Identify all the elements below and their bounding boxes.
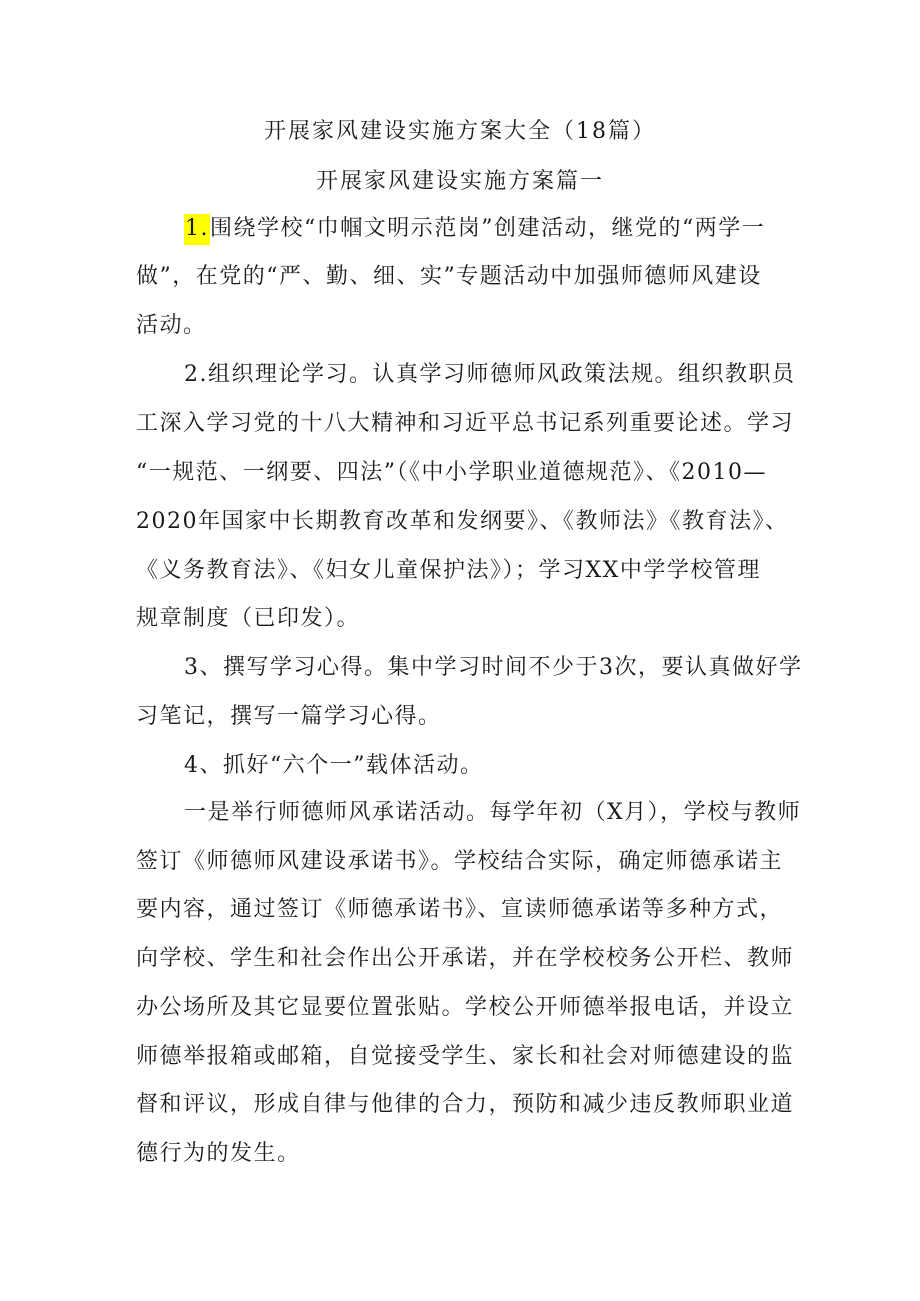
paragraph-2-line-3: “一规范、一纲要、四法”（《中小学职业道德规范》、《2010— <box>136 460 767 485</box>
paragraph-2-line-1: 2.组织理论学习。认真学习师德师风政策法规。组织教职员 <box>184 362 796 387</box>
paragraph-4-line-1: 4、抓好“六个一”载体活动。 <box>184 753 484 778</box>
paragraph-3-line-2: 习笔记，撰写一篇学习心得。 <box>136 704 442 729</box>
highlighted-marker: 1. <box>184 214 210 245</box>
paragraph-3-line-1: 3、撰写学习心得。集中学习时间不少于3次，要认真做好学 <box>184 655 803 680</box>
paragraph-2-line-2: 工深入学习党的十八大精神和习近平总书记系列重要论述。学习 <box>136 411 795 436</box>
paragraph-5-line-4: 向学校、学生和社会作出公开承诺，并在学校校务公开栏、教师 <box>136 946 795 971</box>
paragraph-5-line-3: 要内容，通过签订《师德承诺书》、宣读师德承诺等多种方式， <box>136 897 784 922</box>
paragraph-1-line-2: 做”，在党的“严、勤、细、实”专题活动中加强师德师风建设 <box>136 264 762 289</box>
main-title: 开展家风建设实施方案大全（18篇） <box>264 119 656 144</box>
paragraph-5-line-6: 师德举报箱或邮箱，自觉接受学生、家长和社会对师德建设的监 <box>136 1044 795 1069</box>
paragraph-2-line-4: 2020年国家中长期教育改革和发纲要》、《教师法》《教育法》、 <box>136 509 789 534</box>
paragraph-5-line-7: 督和评议，形成自律与他律的合力，预防和减少违反教师职业道 <box>136 1092 795 1117</box>
paragraph-5-line-5: 办公场所及其它显要位置张贴。学校公开师德举报电话，并设立 <box>136 995 795 1020</box>
paragraph-5-line-1: 一是举行师德师风承诺活动。每学年初（X月），学校与教师 <box>184 800 802 825</box>
paragraph-1-line-1 <box>184 214 765 244</box>
paragraph-5-line-2: 签订《师德师风建设承诺书》。学校结合实际，确定师德承诺主 <box>136 849 784 874</box>
paragraph-1-text: 围绕学校“巾帼文明示范岗”创建活动，继党的“两学一 <box>210 216 766 241</box>
paragraph-5-line-8: 德行为的发生。 <box>136 1141 301 1166</box>
sub-title: 开展家风建设实施方案篇一 <box>315 169 604 194</box>
paragraph-2-line-6: 规章制度（已印发）。 <box>136 606 361 631</box>
paragraph-2-line-5: 《义务教育法》、《妇女儿童保护法》）；学习XX中学学校管理 <box>136 558 761 583</box>
paragraph-1-line-3: 活动。 <box>136 313 207 338</box>
